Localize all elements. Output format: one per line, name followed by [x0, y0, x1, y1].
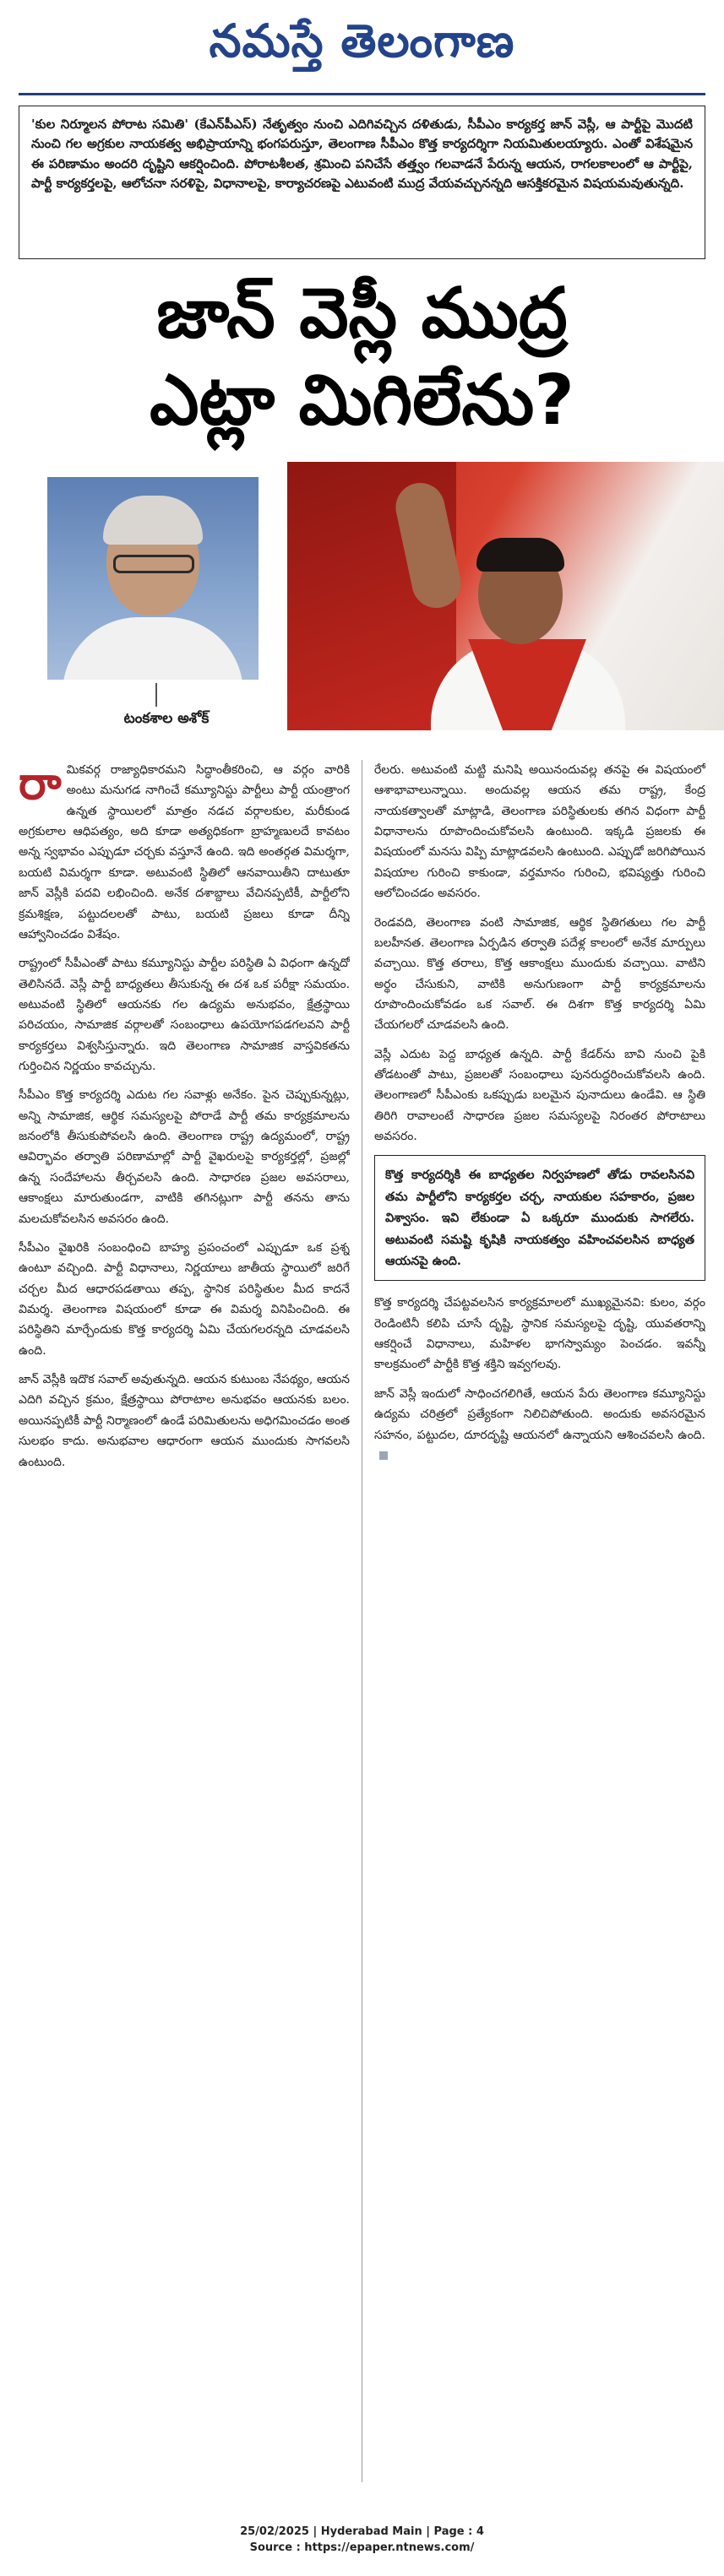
byline-divider [155, 683, 157, 707]
author-photo [47, 477, 259, 680]
article-paragraph [374, 1384, 705, 1466]
article-paragraph: వెస్లీ ఎదుట పెద్ద బాధ్యత ఉన్నది. పార్టీ కేడర్‌ను బావి నుంచి పైకి తోడటంతో పాటు, ప్రజలతో సంబంధాలు పునరుద్ధరించుకోవలసి ఉంది. తెలంగాణలో సీపీఎంకు ఒకప్పుడు బలమైన పునాదులు ఉండేవి. ఆ స్థితి తిరిగి రావాలంటే సాధారణ ప్రజల సమస్యలపై నిరంతర పోరాటాలు అవసరం. [374, 1047, 706, 1144]
pull-quote-box: కొత్త కార్యదర్శికి ఈ బాధ్యతల నిర్వహణలో తోడు రావలసినవి తమ పార్టీలోని కార్యకర్తల చర్చ, నాయకుల సహకారం, ప్రజల విశ్వాసం. ఇవి లేకుండా ఏ ఒక్కరూ ముందుకు సాగలేరు. అటువంటి సమష్టి కృషికి నాయకత్వం వహించవలసిన బాధ్యత ఆయనపై ఉంది. [374, 1155, 705, 1281]
author-shirt [63, 617, 243, 680]
photos-section [19, 457, 705, 744]
subject-hair [476, 538, 564, 572]
article-paragraph: రేలరు. అటువంటి మట్టి మనిషి అయినందువల్ల తనపై ఈ విషయంలో ఆశాభావాలున్నాయి. అందువల్ల ఆయన తమ రాష్ట్ర, కేంద్ర నాయకత్వాలతో మాట్లాడి, తెలంగాణ పరిస్థితులకు తగిన విధంగా పార్టీ విధానాలను రూపొందించుకోవలసి ఉంటుంది. ఇక్కడి ప్రజలకు ఈ విషయంలో మనసు విప్పి మాట్లాడవలసి ఉంటుంది. ఎప్పుడో జరిగిపోయిన విషయాల గురించి కాకుండా, వర్తమానం గురించి, భవిష్యత్తు గురించి ఆలోచించడం అవసరం. [374, 763, 706, 901]
masthead [19, 0, 705, 95]
article-paragraph: కొత్త కార్యదర్శి చేపట్టవలసిన కార్యక్రమాలలో ముఖ్యమైనవి: కులం, వర్గం రెండింటినీ కలిపి చూసే దృష్టి, స్థానిక సమస్యలపై దృష్టి, యువతరాన్ని ఆకర్షించే విధానాలు, మహిళల భాగస్వామ్యం పెంచడం. ఇవన్నీ కాలక్రమంలో పార్టీకి కొత్త శక్తిని ఇవ్వగలవు. [374, 1296, 706, 1372]
newspaper-title: నమస్తే తెలంగాణ [209, 14, 515, 68]
headline [19, 271, 705, 448]
paragraph-text: జాన్ వెస్లీ ఇందులో సాధించగలిగితే, ఆయన పేరు తెలంగాణ కమ్యూనిస్టు ఉద్యమ చరిత్రలో ప్రత్యేకంగా నిలిచిపోతుంది. అందుకు అవసరమైన సహనం, పట్టుదల, దూరదృష్టి ఆయనలో ఉన్నాయని ఆశించవలసి ఉంది. [374, 1386, 706, 1442]
footer-source: Source : https://epaper.ntnews.com/ [249, 2541, 475, 2554]
headline-line-2: ఎట్లా మిగిలేను? [150, 360, 574, 441]
subject-photo [287, 462, 724, 730]
article-body [19, 760, 705, 2482]
intro-box: 'కుల నిర్మూలన పోరాట సమితి' (కేఎన్‌పీఎస్) నేతృత్వం నుంచి ఎదిగివచ్చిన దళితుడు, సీపీఎం కార్యకర్త జాన్ వెస్లీ, ఆ పార్టీపై మొదటి నుంచి గల అగ్రకుల నాయకత్వ అభిప్రాయాన్ని భంగపరుస్తూ, తెలంగాణ సీపీఎం కొత్త కార్యదర్శిగా నియమితులయ్యారు. ఎంతో విశేషమైన ఈ పరిణామం అందరి దృష్టిని ఆకర్షించింది. పోరాటశీలత, శ్రమించి పనిచేసే తత్త్వం గలవాడనే పేరున్న ఆయన, రాగలకాలంలో ఆ పార్టీపై, పార్టీ కార్యకర్తలపై, ఆలోచనా సరళిపై, విధానాలపై, కార్యాచరణపై ఎటువంటి ముద్ర వేయవచ్చునన్నది ఆసక్తికరమైన విషయమవుతున్నది. [19, 106, 705, 259]
paragraph-text: మికవర్గ రాజ్యాధికారమని సిద్ధాంతీకరించి, ఆ వర్గం వారికి అంటు మనుగడ నాగించే కమ్యూనిస్టు పార్టీలు పార్టీ యంత్రాంగ ఉన్నత స్థాయిలలో మాత్రం నడచ వర్గాలకుల, మరీకుండ అగ్రకులాల ఆధిపత్యం, అది కూడా అత్యధికంగా బ్రాహ్మణులదే కావటం అన్న స్వభావం ఎప్పుడూ చర్చకు వస్తూనే ఉంది. ఇది అంతర్గత విమర్శగా, బయటి విమర్శగా కూడా. అటువంటి స్థితిలో ఆనవాయితీని దాటుతూ జాన్ వెస్లీకి పదవి లభించింది. అనేక దశాబ్దాలు వేచినప్పటికీ, పార్టీలోని క్రమశిక్షణ, పట్టుదలలతో పాటు, బయటి ప్రజలు కూడా దీన్ని ఆహ్వానించడం విశేషం. [19, 763, 351, 941]
page-footer [0, 2524, 724, 2557]
article-paragraph [19, 760, 350, 945]
article-paragraph: రెండవది, తెలంగాణ వంటి సామాజిక, ఆర్థిక స్థితిగతులు గల పార్టీ బలహీనత. తెలంగాణ ఏర్పడిన తర్వాతి పదేళ్ల కాలంలో అనేక మార్పులు వచ్చాయి. కొత్త తరాలు, కొత్త ఆకాంక్షలు ముందుకు వచ్చాయి. వాటిని అర్థం చేసుకుని, వాటికి అనుగుణంగా పార్టీ కార్యక్రమాలను రూపొందించుకోవడం ఒక సవాల్. ఈ దిశగా కొత్త కార్యదర్శి ఏమి చేయగలరో చూడవలసి ఉంది. [374, 915, 706, 1033]
author-byline: టంకశాల అశోక్ [123, 710, 210, 727]
footer-date-edition: 25/02/2025 | Hyderabad Main | Page : 4 [240, 2525, 484, 2538]
article-column-1 [19, 760, 350, 2482]
article-paragraph: సీపీఎం వైఖరికి సంబంధించి బాహ్య ప్రపంచంలో ఎప్పుడూ ఒక ప్రశ్న ఉంటూ వచ్చింది. పార్టీ విధానాలు, నిర్ణయాలు జాతీయ స్థాయిలో జరిగే చర్చల మీద ఆధారపడతాయి తప్ప, స్థానిక పరిస్థితుల మీద కాదనే విమర్శ. తెలంగాణ విషయంలో కూడా ఈ విమర్శ వినిపించింది. ఈ పరిస్థితిని మార్చేందుకు కొత్త కార్యదర్శి ఏమి చేయగలరన్నది చూడవలసి ఉంది. [19, 1240, 351, 1358]
author-hair [103, 496, 203, 545]
article-end-mark [379, 1451, 388, 1460]
drop-cap: రా [19, 760, 62, 810]
article-column-2 [374, 760, 705, 2482]
headline-line-1: జాన్ వెస్లీ ముద్ర [156, 274, 568, 354]
article-paragraph: జాన్ వెస్లీకి ఇదొక సవాల్ అవుతున్నది. ఆయన కుటుంబ నేపథ్యం, ఆయన ఎదిగి వచ్చిన క్రమం, క్షేత్రస్థాయి పోరాటాల అనుభవం ఆయనకు బలం. అయినప్పటికీ పార్టీ నిర్మాణంలో ఉండే పరిమితులను అధిగమించడం అంత సులభం కాదు. అనుభవాల ఆధారంగా ఆయన ముందుకు సాగవలసి ఉంటుంది. [19, 1373, 351, 1469]
author-glasses [113, 555, 194, 573]
article-paragraph: రాష్ట్రంలో సీపీఎంతో పాటు కమ్యూనిస్టు పార్టీల పరిస్థితి ఏ విధంగా ఉన్నదో తెలిసినదే. వెస్లీ పార్టీ బాధ్యతలు తీసుకున్న ఈ దశ ఒక పరీక్షా సమయం. అటువంటి స్థితిలో ఆయనకు గల ఉద్యమ అనుభవం, క్షేత్రస్థాయి పరిచయం, సామాజిక వర్గాలతో సంబంధాలు ఉపయోగపడగలవని పార్టీ కార్యకర్తలు విశ్వసిస్తున్నారు. ఇది తెలంగాణ సామాజిక వాస్తవికతను గుర్తించిన నిర్ణయం కావచ్చును. [19, 957, 351, 1074]
article-paragraph: సీపీఎం కొత్త కార్యదర్శి ఎదుట గల సవాళ్లు అనేకం. పైన చెప్పుకున్నట్లు, అన్ని సామాజిక, ఆర్థిక సమస్యలపై పోరాడే పార్టీ తమ కార్యక్రమాలను జనంలోకి తీసుకుపోవలసి ఉంది. తెలంగాణ రాష్ట్ర ఉద్యమంలో, రాష్ట్ర ఆవిర్భావం తర్వాతి పరిణామాల్లో పార్టీ వైఖరులపై కార్యకర్తల్లో, ప్రజల్లో ఉన్న సందేహాలను తీర్చవలసి ఉంది. సాధారణ ప్రజల అవసరాలు, ఆకాంక్షలు మారుతుండగా, వాటికి తగినట్లుగా పార్టీ తనను తాను మలచుకోవలసిన అవసరం ఉంది. [19, 1088, 351, 1226]
